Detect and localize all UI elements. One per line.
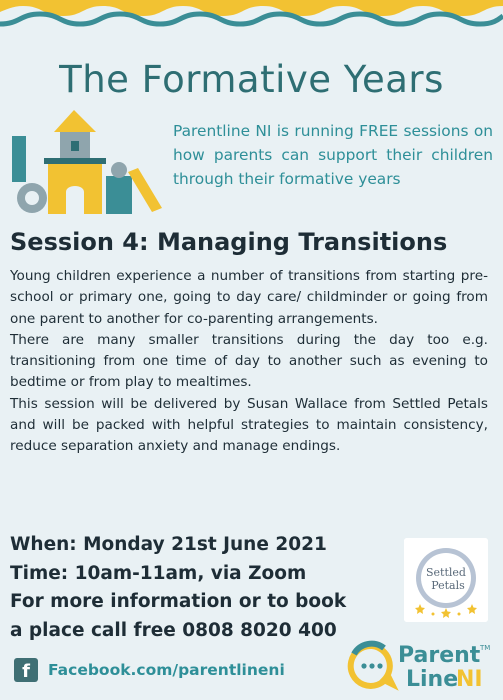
parentline-ni-logo: [344, 638, 496, 694]
booking-info-line2: a place call free 0808 8020 400: [10, 619, 337, 641]
settled-petals-line2: Petals: [431, 579, 465, 592]
intro-text: Parentline NI is running FREE sessions on how parents can support their children through their formative years: [173, 122, 493, 188]
parentline-chat-icon: [351, 644, 392, 686]
parentline-logo-line2: Line: [406, 667, 459, 692]
event-time: Time: 10am-11am, via Zoom: [10, 562, 307, 584]
facebook-link[interactable]: [14, 657, 285, 683]
paragraph-presenter: This session will be delivered by Susan Wallace from Settled Petals and will be packed with helpful strategies to maintain consistency, reduce separation anxiety and manage endings.: [10, 395, 488, 455]
parentline-logo-ni: NI: [456, 667, 483, 692]
page-title: The Formative Years: [59, 58, 444, 101]
paragraph-transitions: Young children experience a number of transitions from starting pre-school or primary one, going to day care/ childminder or going from one parent to another for co-parenting arrangements.: [10, 268, 488, 327]
wave-border: [0, 0, 503, 38]
parentline-logo-line1: Parent: [398, 643, 481, 668]
facebook-url: Facebook.com/parentlineni: [48, 661, 285, 679]
booking-info-line1: For more information or to book: [10, 591, 347, 613]
event-date: When: Monday 21st June 2021: [10, 534, 327, 555]
settled-petals-logo: [404, 538, 488, 622]
parentline-logo-tm: TM: [480, 644, 491, 652]
toy-blocks-icon: [10, 106, 165, 216]
settled-petals-line1: Settled: [426, 566, 466, 579]
session-heading: Session 4: Managing Transitions: [10, 228, 448, 256]
event-details: [10, 531, 390, 645]
paragraph-smaller-transitions: There are many smaller transitions during the day too e.g. transitioning from one time of day to another such as evening to bedtime or from play to mealtimes.: [10, 331, 488, 391]
facebook-icon: f: [14, 658, 38, 682]
session-description: [10, 266, 488, 458]
